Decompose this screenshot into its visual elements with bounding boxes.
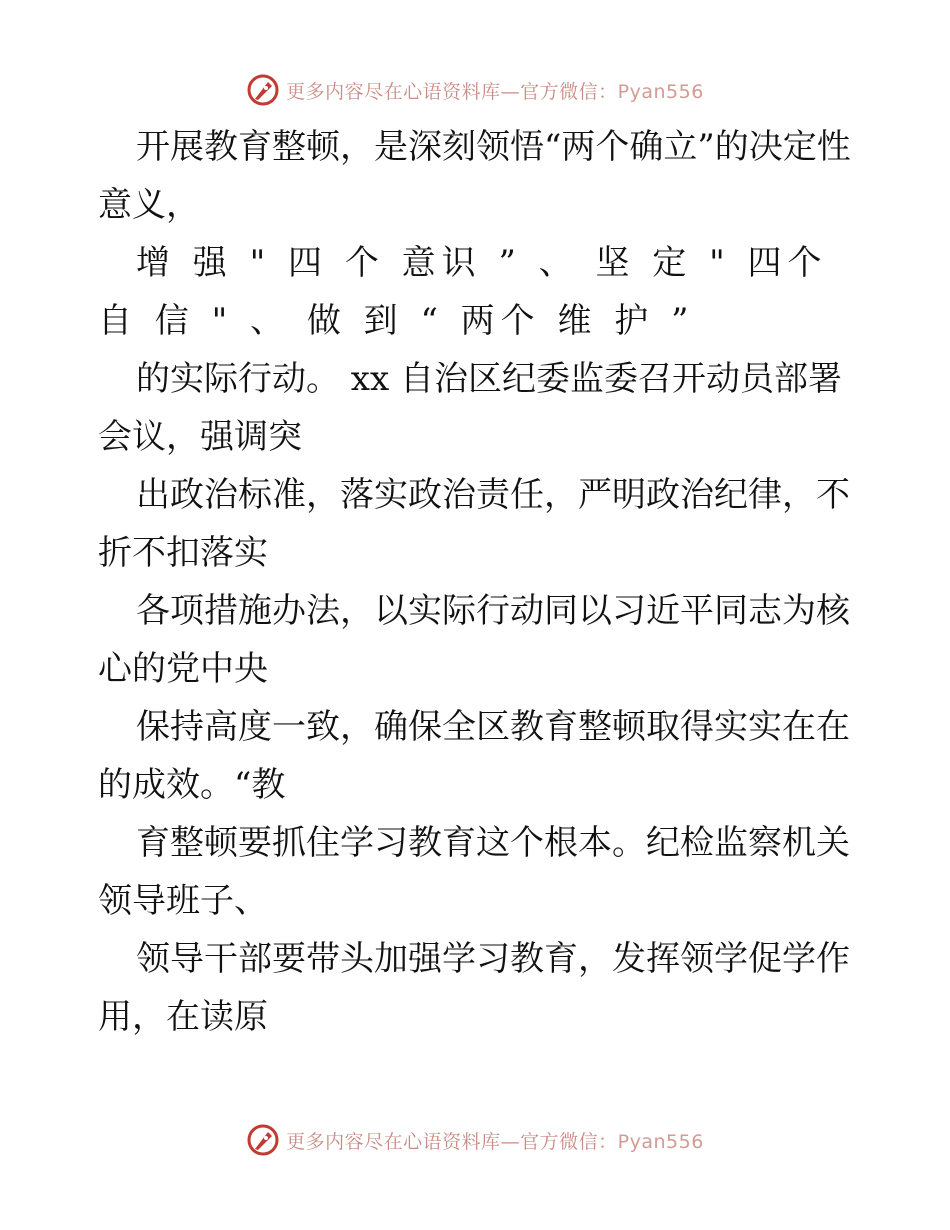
watermark-text: 更多内容尽在心语资料库—官方微信：Pyan556 [286,80,704,103]
paragraph: 的实际行动。 xx 自治区纪委监委召开动员部署会议，强调突 [98,359,842,457]
paragraph: 增 强 " 四 个 意识 ” 、 坚 定 " 四个 自 信 " 、 做 到 “ 两个 维 护 ” [98,243,828,341]
paragraph: 保持高度一致，确保全区教育整顿取得实实在在的成效。“教 [98,707,850,805]
header-watermark [0,70,950,110]
paragraph: 出政治标准，落实政治责任，严明政治纪律，不折不扣落实 [98,475,850,573]
paragraph: 各项措施办法，以实际行动同以习近平同志为核心的党中央 [98,591,850,689]
paragraph: 开展教育整顿，是深刻领悟“两个确立”的决定性意义， [98,127,851,225]
pen-nib-circle-icon [246,73,280,107]
watermark-text: 更多内容尽在心语资料库—官方微信：Pyan556 [286,1130,704,1153]
paragraph: 育整顿要抓住学习教育这个根本。纪检监察机关领导班子、 [98,823,850,921]
pen-nib-circle-icon [246,1123,280,1157]
document-body [98,118,858,1046]
paragraph: 领导干部要带头加强学习教育，发挥领学促学作用，在读原 [98,939,850,1037]
footer-watermark [0,1120,950,1160]
